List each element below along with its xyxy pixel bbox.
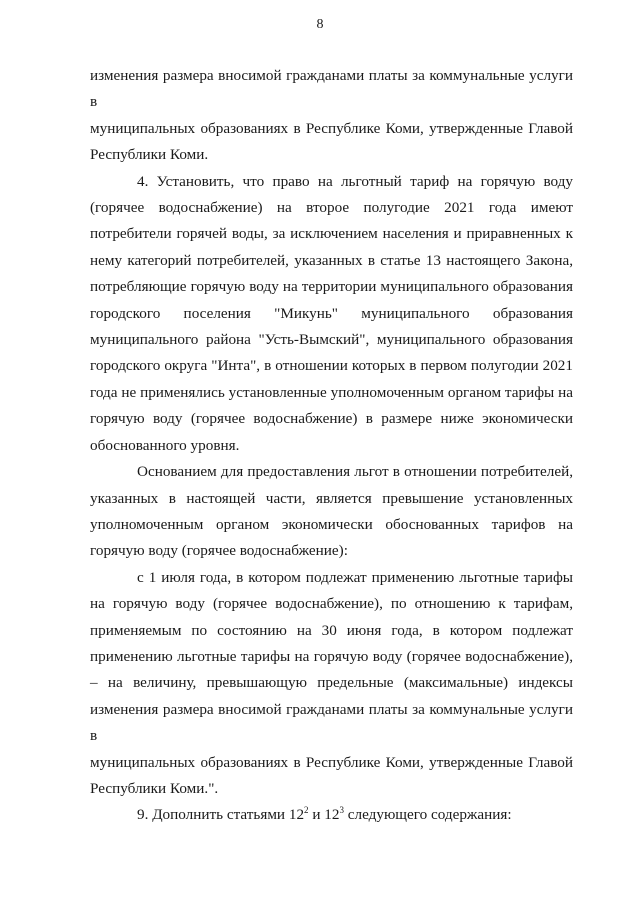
text-line: – на величину, превышающую предельные (максимальные) индексы [90,674,573,692]
text-line: городского поселения "Микунь" муниципального образования [90,304,573,322]
text-line: потребители горячей воды, за исключением населения и приравненных к [90,225,573,243]
text-line: обоснованного уровня. [90,436,240,454]
item-9-middle: и 12 [308,806,340,824]
text-line: Основанием для предоставления льгот в отношении потребителей, [137,463,573,481]
page-number: 8 [316,17,324,32]
text-line: (горячее водоснабжение) на второе полугодие 2021 года имеют [90,199,573,217]
paragraph-item-9 [90,802,573,828]
text-line: на горячую воду (горячее водоснабжение), по отношению к тарифам, [90,595,573,613]
text-line: Республики Коми.". [90,779,219,797]
text-line: муниципальных образованиях в Республике Коми, утвержденные Главой [90,119,573,137]
text-line: муниципального района "Усть-Вымский", муниципального образования [90,331,573,349]
text-line: с 1 июля года, в котором подлежат применению льготные тарифы [137,568,573,586]
item-9-prefix: 9. Дополнить статьями 12 [137,806,305,824]
paragraph-item-4 [90,169,573,459]
text-line: изменения размера вносимой гражданами платы за коммунальные услуги в [90,67,573,111]
paragraph-continuation [90,63,573,169]
paragraph-condition [90,565,573,803]
text-line: городского округа "Инта", в отношении которых в первом полугодии 2021 [90,357,573,375]
text-line: горячую воду (горячее водоснабжение): [90,542,348,560]
text-line: применяемым по состоянию на 30 июня года, в котором подлежат [90,621,573,639]
paragraph-basis [90,459,573,565]
text-line: уполномоченным органом экономически обоснованных тарифов на [90,515,573,533]
document-body [90,63,573,829]
text-line: года не применялись установленные уполномоченным органом тарифы на [90,383,573,401]
text-line: нему категорий потребителей, указанных в статье 13 настоящего Закона, [90,251,573,269]
superscript: 2 [304,805,309,816]
superscript: 3 [339,805,344,816]
text-line: указанных в настоящей части, является превышение установленных [90,489,573,507]
text-line: изменения размера вносимой гражданами платы за коммунальные услуги в [90,700,573,745]
text-line: применению льготные тарифы на горячую воду (горячее водоснабжение), [90,647,573,665]
item-9-suffix: следующего содержания: [343,806,512,824]
text-line: 4. Установить, что право на льготный тариф на горячую воду [137,172,573,190]
text-line: горячую воду (горячее водоснабжение) в размере ниже экономически [90,410,573,428]
text-line: потребляющие горячую воду на территории муниципального образования [90,278,573,296]
text-line: Республики Коми. [90,146,209,164]
text-line: муниципальных образованиях в Республике Коми, утвержденные Главой [90,753,573,771]
